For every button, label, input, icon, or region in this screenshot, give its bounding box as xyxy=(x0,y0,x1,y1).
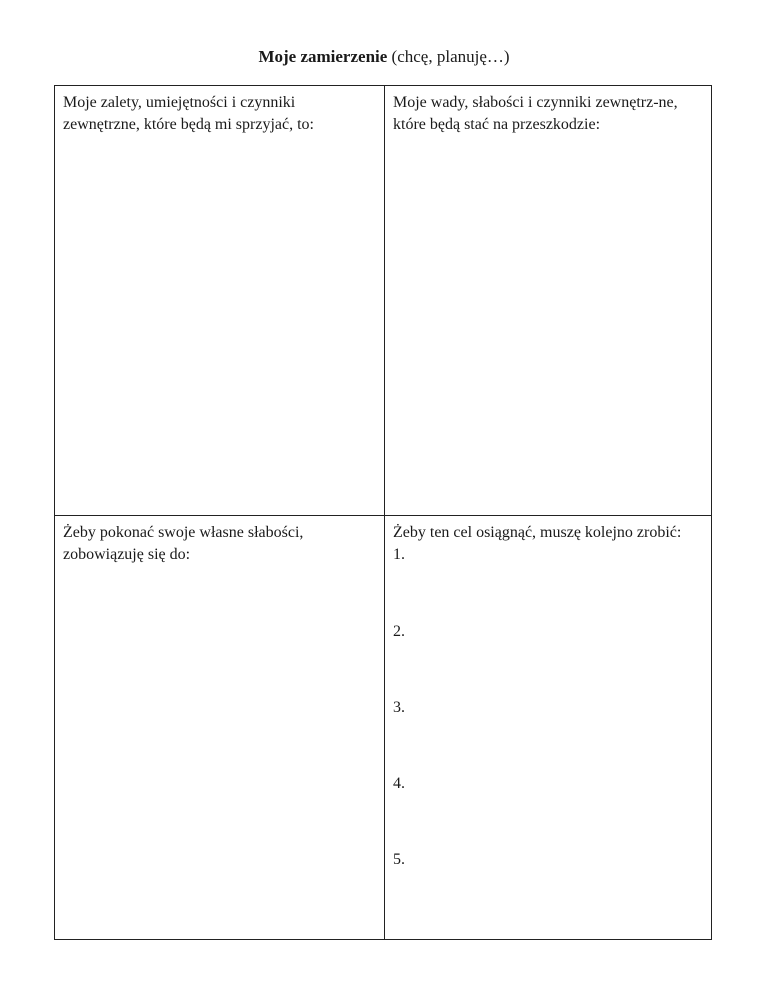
strengths-label: Moje zalety, umiejętności i czynniki zewnętrzne, które będą mi sprzyjać, to: xyxy=(63,94,314,133)
weaknesses-cell xyxy=(385,86,712,516)
step-item: 5. xyxy=(393,851,405,868)
commitment-label: Żeby pokonać swoje własne słabości, zobowiązuję się do: xyxy=(63,524,304,563)
steps-label: Żeby ten cel osiągnąć, muszę kolejno zrobić: xyxy=(393,524,682,541)
commitment-cell xyxy=(55,516,385,940)
step-item: 3. xyxy=(393,699,405,716)
title-bold: Moje zamierzenie xyxy=(258,47,388,66)
step-item: 4. xyxy=(393,775,405,792)
strengths-cell xyxy=(55,86,385,516)
title-subtitle: (chcę, planuję…) xyxy=(387,47,510,66)
page-title xyxy=(0,46,768,68)
steps-list xyxy=(393,544,704,925)
step-item: 1. xyxy=(393,546,405,563)
step-item: 2. xyxy=(393,623,405,640)
weaknesses-label: Moje wady, słabości i czynniki zewnętrz-ne, które będą stać na przeszkodzie: xyxy=(393,94,678,133)
steps-cell xyxy=(385,516,712,940)
worksheet-grid xyxy=(54,85,712,940)
